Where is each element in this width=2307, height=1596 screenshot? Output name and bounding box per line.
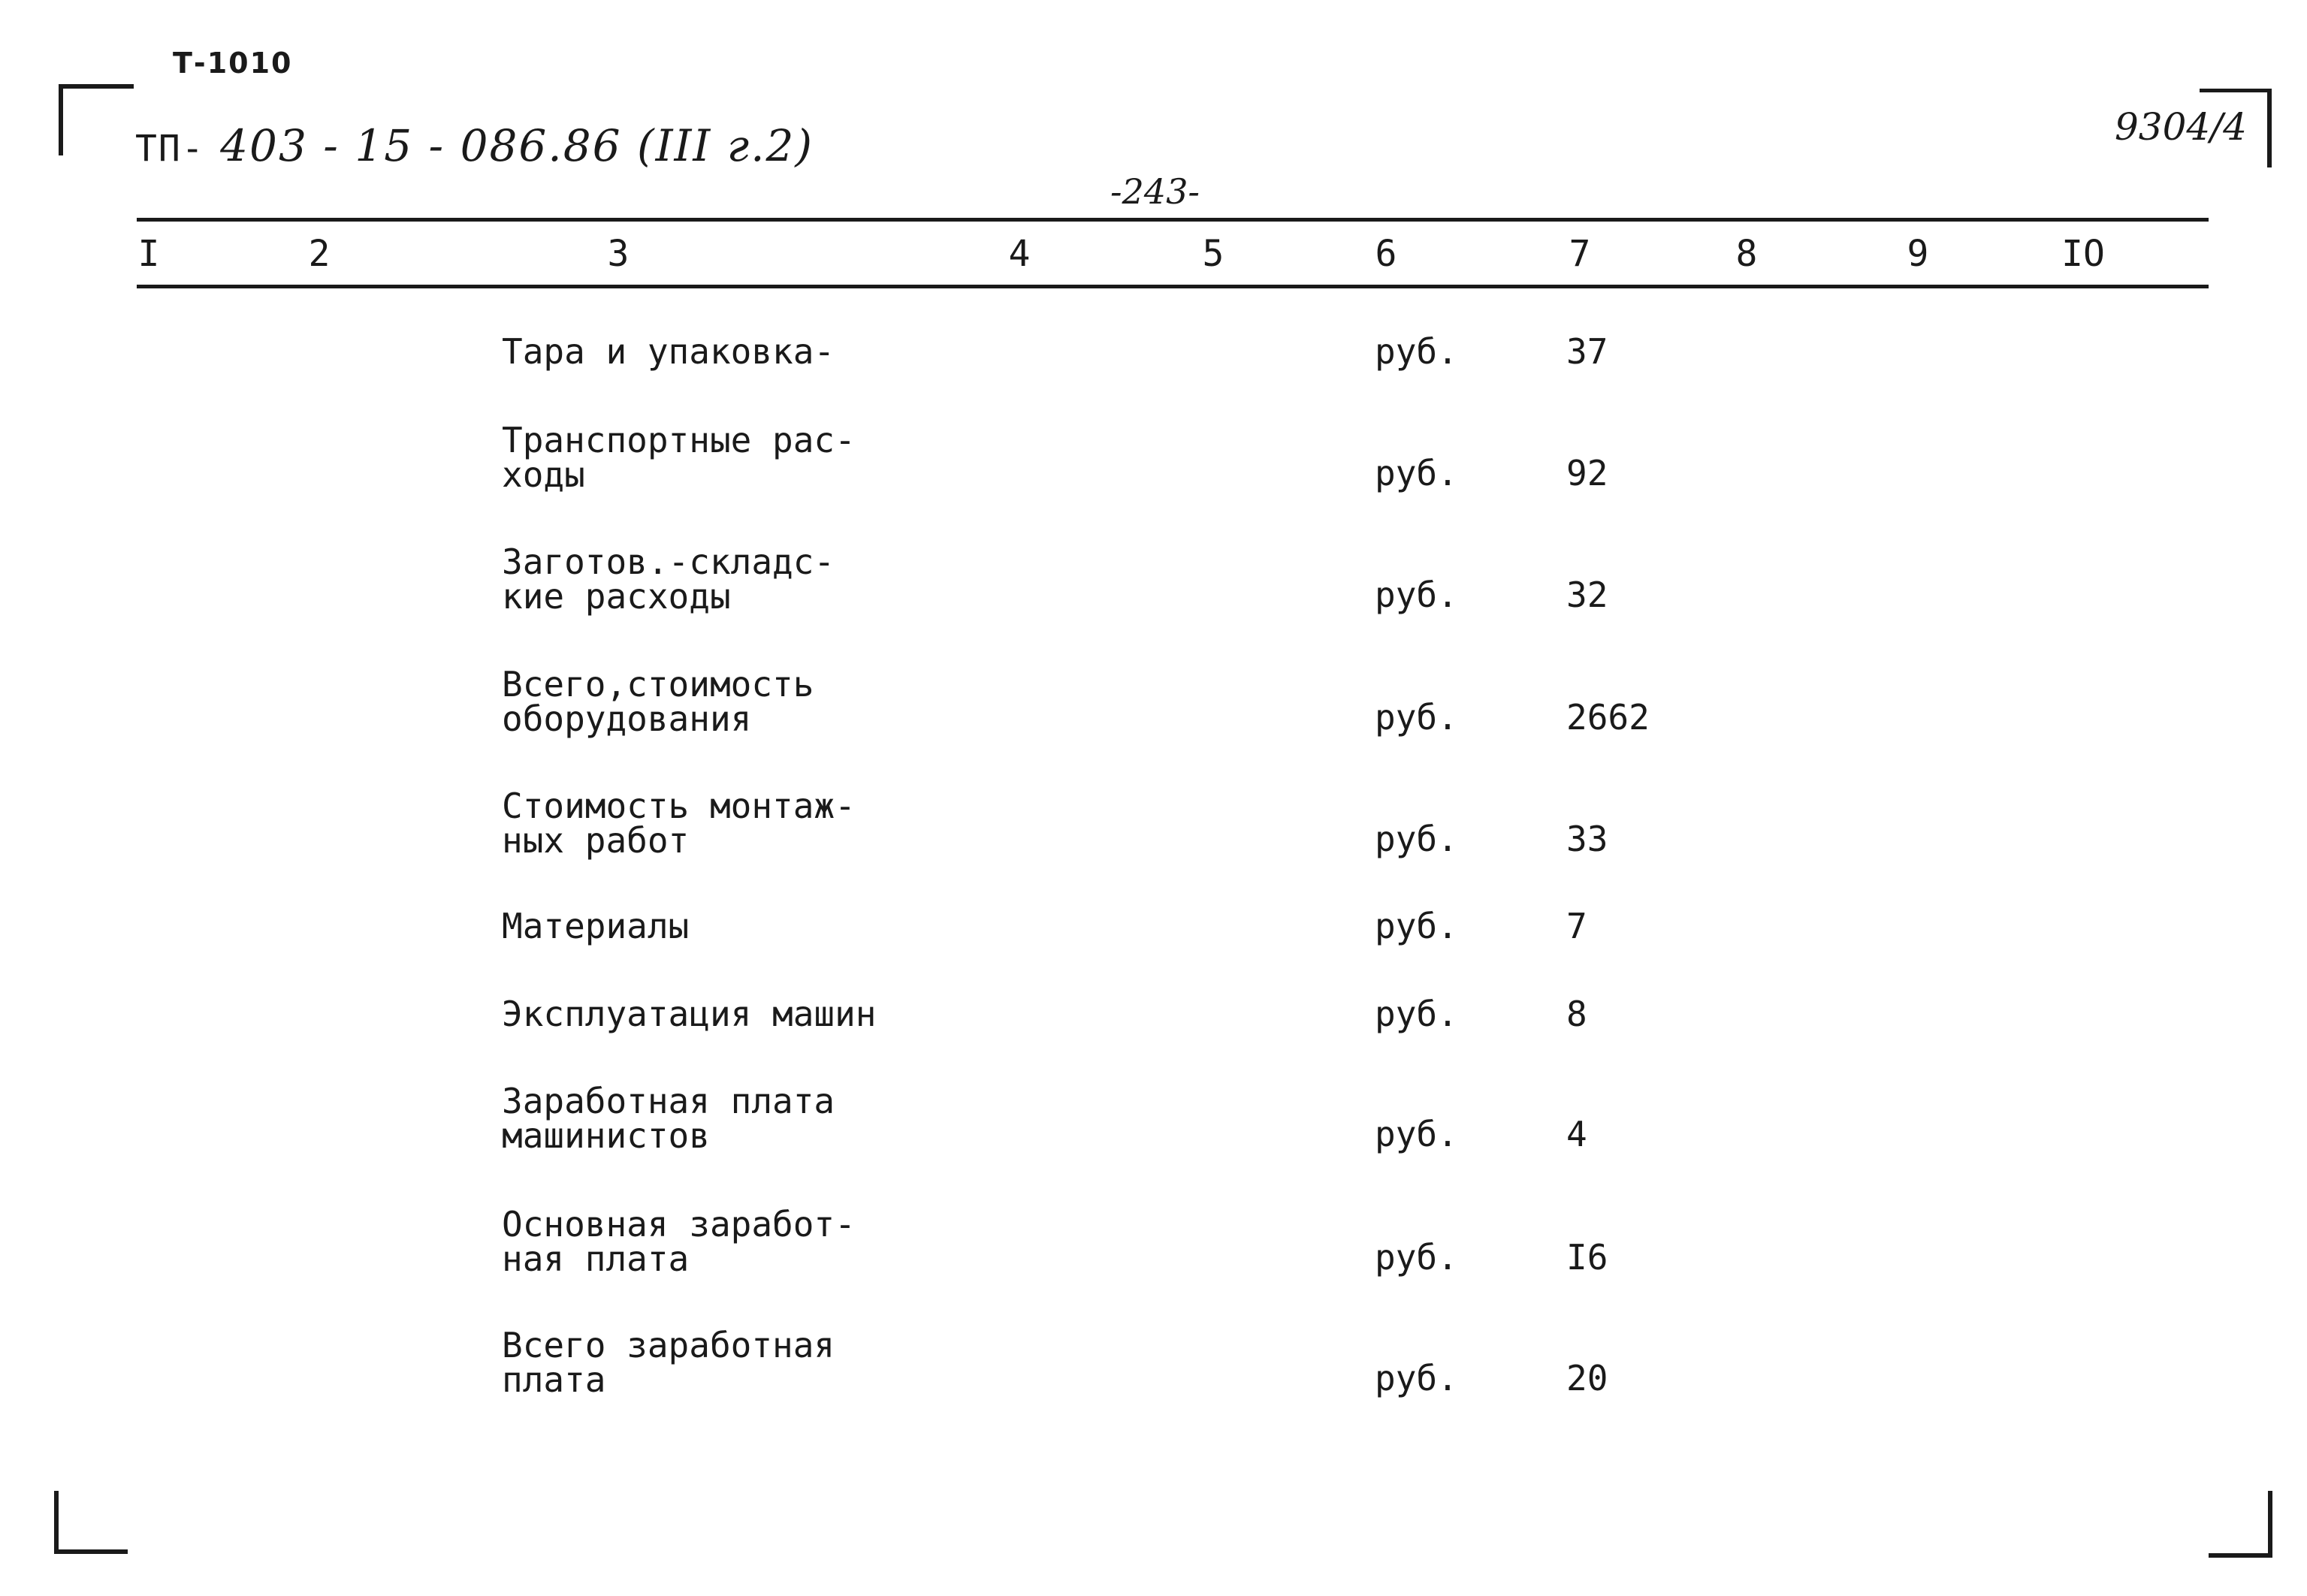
row-value: I6 bbox=[1566, 1237, 1608, 1278]
column-header-3: 3 bbox=[607, 233, 630, 275]
column-header-8: 8 bbox=[1735, 233, 1758, 275]
row-unit: руб. bbox=[1375, 1358, 1458, 1398]
page-number: -243- bbox=[1110, 171, 1200, 212]
row-unit: руб. bbox=[1375, 453, 1458, 493]
column-header-7: 7 bbox=[1569, 233, 1591, 275]
row-value: 7 bbox=[1566, 906, 1587, 946]
document-code bbox=[135, 120, 814, 171]
corner-mark-bottom-left-h bbox=[54, 1549, 128, 1554]
row-item-name: Основная заработ- ная плата bbox=[502, 1204, 856, 1279]
row-unit: руб. bbox=[1375, 906, 1458, 946]
corner-mark-top-left-h bbox=[59, 84, 134, 89]
row-item-name: Материалы bbox=[502, 906, 690, 946]
row-unit: руб. bbox=[1375, 994, 1458, 1034]
corner-mark-bottom-right-v bbox=[2268, 1491, 2272, 1558]
stamp-code: Т-1010 bbox=[173, 47, 293, 80]
row-unit: руб. bbox=[1375, 331, 1458, 372]
table-header-bottom-rule bbox=[137, 285, 2209, 288]
row-item-name: Транспортные рас- ходы bbox=[502, 420, 856, 495]
sheet-number: 9304/4 bbox=[2115, 105, 2247, 149]
document-code-handwritten: 403 - 15 - 086.86 (III г.2) bbox=[220, 120, 814, 171]
row-value: 92 bbox=[1566, 453, 1608, 493]
document-code-prefix: ТП- bbox=[135, 128, 205, 170]
row-unit: руб. bbox=[1375, 575, 1458, 615]
column-header-6: 6 bbox=[1375, 233, 1397, 275]
corner-mark-bottom-right-h bbox=[2209, 1553, 2272, 1558]
row-item-name: Стоимость монтаж- ных работ bbox=[502, 786, 856, 861]
corner-mark-bottom-left-v bbox=[54, 1491, 59, 1554]
row-item-name: Тара и упаковка- bbox=[502, 331, 835, 372]
row-value: 32 bbox=[1566, 575, 1608, 615]
row-item-name: Всего заработная плата bbox=[502, 1325, 835, 1400]
column-header-4: 4 bbox=[1008, 233, 1031, 275]
row-value: 8 bbox=[1566, 994, 1587, 1034]
corner-mark-top-left-v bbox=[59, 84, 63, 155]
row-value: 2662 bbox=[1566, 697, 1650, 738]
column-header-5: 5 bbox=[1202, 233, 1224, 275]
table-header-top-rule bbox=[137, 218, 2209, 222]
row-unit: руб. bbox=[1375, 1114, 1458, 1154]
column-header-2: 2 bbox=[308, 233, 331, 275]
column-header-10: IO bbox=[2061, 233, 2105, 275]
row-item-name: Заработная плата машинистов bbox=[502, 1081, 835, 1156]
row-value: 20 bbox=[1566, 1358, 1608, 1398]
corner-mark-top-right-h bbox=[2200, 89, 2271, 92]
column-header-1: I bbox=[137, 233, 160, 275]
column-header-9: 9 bbox=[1907, 233, 1929, 275]
row-value: 33 bbox=[1566, 819, 1608, 859]
corner-mark-top-right-v bbox=[2267, 89, 2272, 167]
row-value: 37 bbox=[1566, 331, 1608, 372]
row-value: 4 bbox=[1566, 1114, 1587, 1154]
row-unit: руб. bbox=[1375, 819, 1458, 859]
row-item-name: Всего,стоимость оборудования bbox=[502, 664, 814, 739]
row-item-name: Эксплуатация машин bbox=[502, 994, 877, 1034]
row-unit: руб. bbox=[1375, 1237, 1458, 1278]
row-unit: руб. bbox=[1375, 697, 1458, 738]
row-item-name: Заготов.-складс- кие расходы bbox=[502, 542, 835, 617]
